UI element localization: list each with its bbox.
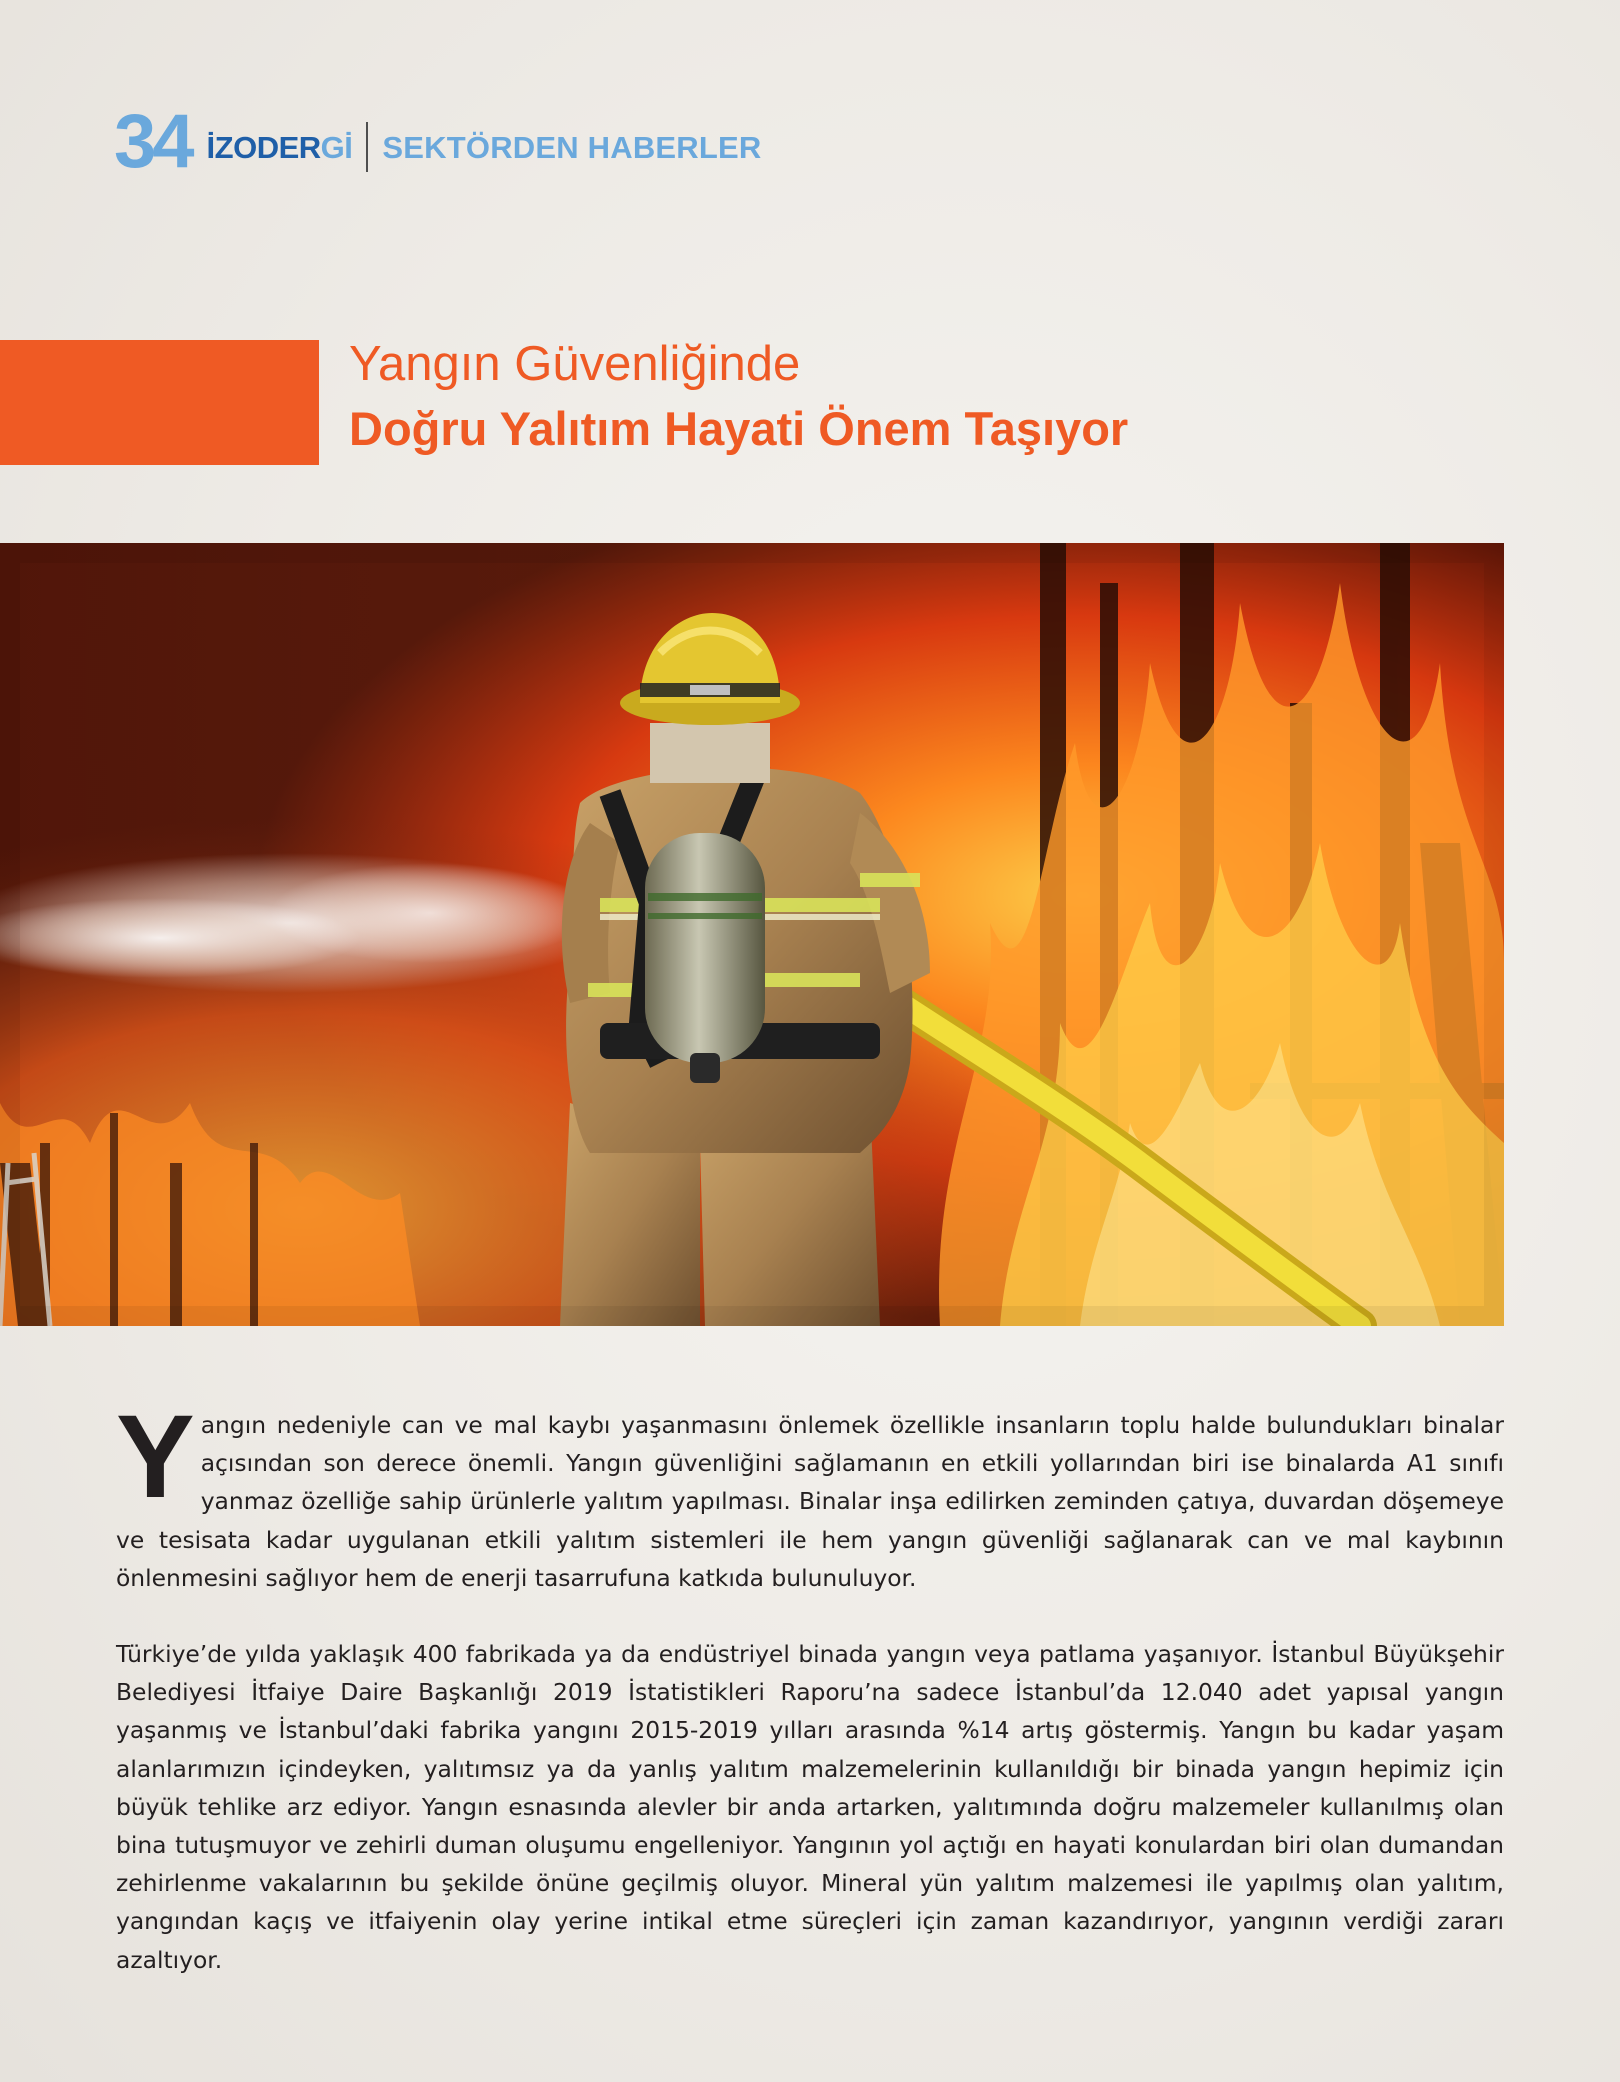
magazine-logo (207, 122, 353, 163)
firefighter-photo (0, 543, 1504, 1326)
page-header (114, 99, 762, 184)
magazine-logo-part2: Gİ (320, 129, 353, 165)
article-title-line1: Yangın Güvenliğinde (349, 337, 801, 391)
section-label: SEKTÖRDEN HABERLER (382, 129, 762, 165)
drop-cap: Y (116, 1391, 195, 1523)
article-paragraph-1 (116, 1391, 1504, 1597)
title-accent-bar (0, 340, 319, 465)
paragraph-1-text: angın nedeniyle can ve mal kaybı yaşanmasını önlemek özellikle insanların toplu halde bulundukları binalar açısından son derece önemli. Yangın güvenliğini sağlamanın en etkili yollarından biri ise binalarda A1 sınıfı yanmaz özelliğe sahip ürünlerle yalıtım yapılması. Binalar inşa edilirken zeminden çatıya, duvardan döşemeye ve tesisata kadar uygulanan etkili yalıtım sistemleri ile hem yangın güvenliği sağlanarak can ve mal kaybının önlenmesini sağlıyor hem de enerji tasarrufuna katkıda bulunuluyor. (116, 1411, 1504, 1592)
page-number: 34 (114, 99, 191, 184)
article-paragraph-2: Türkiye’de yılda yaklaşık 400 fabrikada ya da endüstriyel binada yangın veya patlama yaşanıyor. İstanbul Büyükşehir Belediyesi İtfaiye Daire Başkanlığı 2019 İstatistikleri Raporu’na sadece İstanbul’da 12.040 adet yapısal yangın yaşanmış ve İstanbul’daki fabrika yangını 2015-2019 yılları arasında %14 artış göstermiş. Yangın bu kadar yaşam alanlarımızın içindeyken, yalıtımsız ya da yanlış yalıtım malzemelerinin kullanıldığı bir binada yangın hepimiz için büyük tehlike arz ediyor. Yangın esnasında alevler bir anda artarken, yalıtımında doğru malzemeler kullanılmış olan bina tutuşmuyor ve zehirli duman oluşumu engelleniyor. Yangının yol açtığı en hayati konulardan biri olan dumandan zehirlenme vakalarının bu şekilde önüne geçilmiş oluyor. Mineral yün yalıtım malzemesi ile yapılmış olan yalıtım, yangından kaçış ve itfaiyenin olay yerine intikal etme süreçleri için zaman kazandırıyor, yangının verdiği zararı azaltıyor. (116, 1640, 1504, 1974)
magazine-logo-part1: İZODER (206, 129, 321, 165)
article-title-line2: Doğru Yalıtım Hayati Önem Taşıyor (349, 402, 1129, 455)
article-body (116, 1391, 1504, 1979)
header-divider (366, 122, 368, 172)
